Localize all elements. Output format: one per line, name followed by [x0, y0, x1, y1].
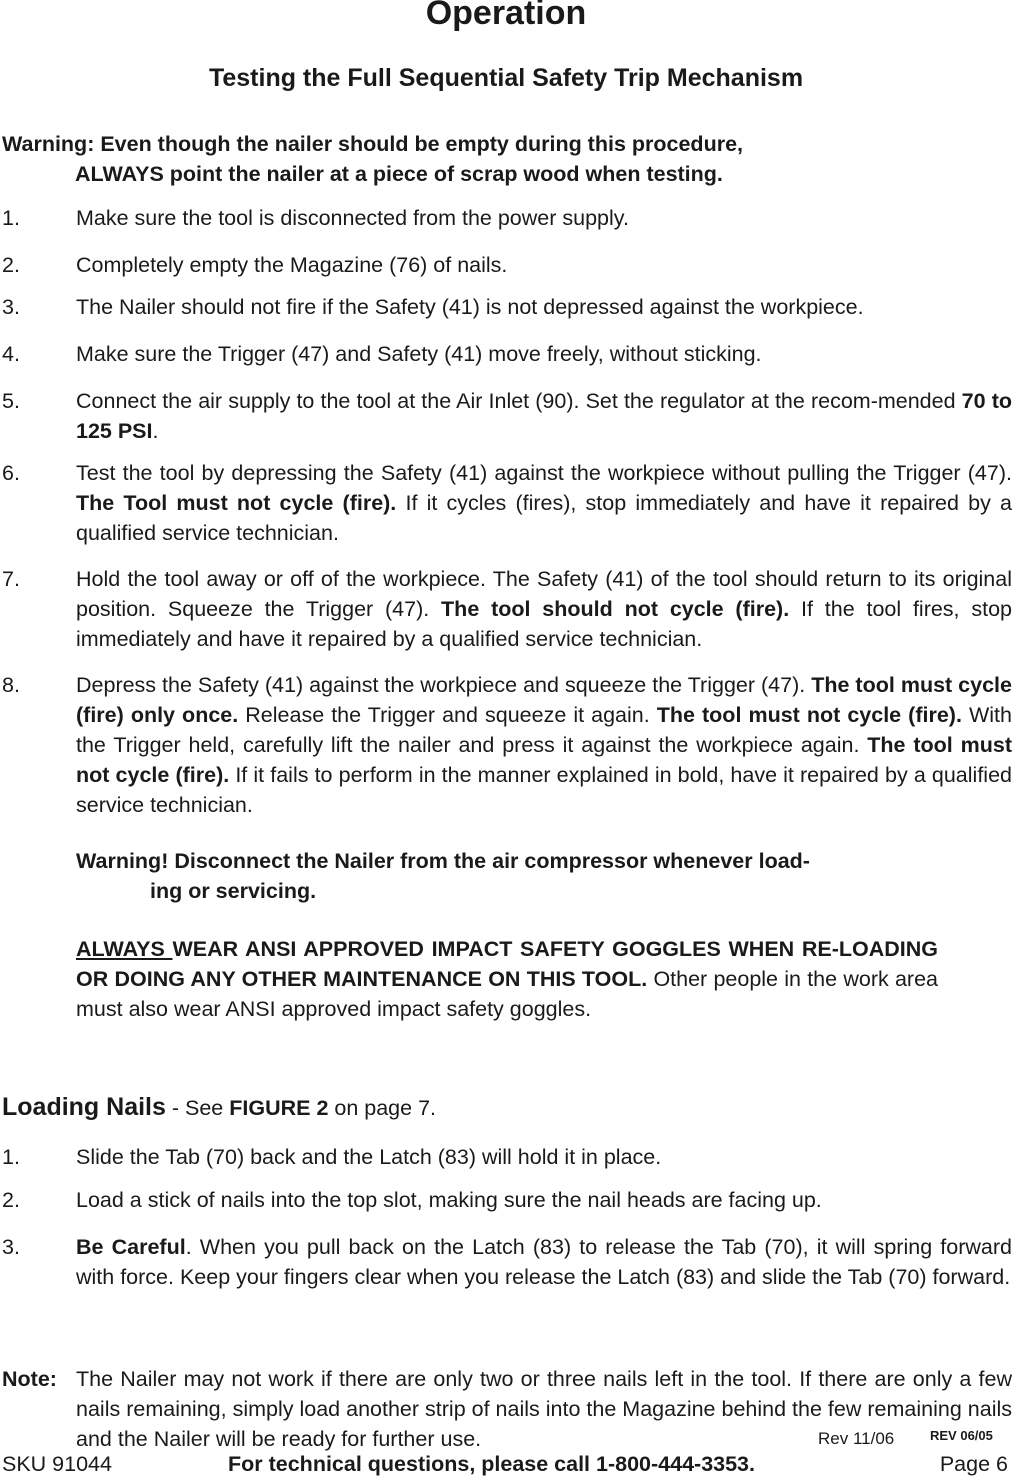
page-title: Operation	[425, 0, 587, 32]
page-footer	[0, 1452, 1012, 1482]
revision-date: Rev 11/06	[818, 1429, 895, 1448]
step-emphasis: The tool should not cycle (fire).	[441, 597, 790, 621]
always-underlined: ALWAYS	[76, 937, 173, 961]
tech-support-line: For technical questions, please call 1-800-444-3353.	[228, 1452, 755, 1476]
step-text: Load a stick of nails into the top slot, making sure the nail heads are facing up.	[76, 1188, 822, 1212]
step-text: Slide the Tab (70) back and the Latch (83) will hold it in place.	[76, 1145, 662, 1169]
be-careful: Be Careful	[76, 1235, 186, 1259]
step-text	[76, 1232, 1012, 1292]
step-text: Completely empty the Magazine (76) of nails.	[76, 253, 508, 277]
step-text-part: With the Trigger held, carefully lift the nailer and press it against the workpiece again.	[76, 703, 1012, 757]
step-number: 3.	[2, 295, 20, 319]
warning-line-1: Warning: Even though the nailer should be empty during this procedure,	[2, 132, 743, 156]
section-subtitle: Testing the Full Sequential Safety Trip Mechanism	[208, 64, 804, 92]
step-number: 1.	[2, 206, 20, 230]
note-text: The Nailer may not work if there are only two or three nails left in the tool. If there are only a few nails remaining, simply load another strip of nails into the Magazine behind the few remaining nails and the Nailer will be ready for further use.	[76, 1367, 1012, 1451]
note-label: Note:	[2, 1367, 57, 1391]
step-text: Make sure the tool is disconnected from the power supply.	[76, 206, 629, 230]
step-number: 2.	[2, 1188, 20, 1212]
loading-title: Loading Nails	[2, 1093, 166, 1121]
step-text-part: . When you pull back on the Latch (83) to release the Tab (70), it will spring forward with force. Keep your fingers clear when you release the Latch (83) and slide the Tab (70) forward.	[76, 1235, 1012, 1289]
warning-line-1: Warning! Disconnect the Nailer from the air compressor whenever load-	[76, 849, 810, 873]
step-number: 6.	[2, 461, 20, 485]
figure-reference: FIGURE 2	[229, 1096, 329, 1120]
see-prefix: - See	[165, 1096, 230, 1120]
step-number: 1.	[2, 1145, 20, 1169]
sku-number: SKU 91044	[2, 1452, 112, 1476]
step-number: 8.	[2, 673, 20, 697]
step-text-part: Depress the Safety (41) against the workpiece and squeeze the Trigger (47).	[76, 673, 812, 697]
warning-goggles	[76, 934, 938, 1024]
loading-nails-heading	[2, 1090, 436, 1125]
step-number: 3.	[2, 1235, 20, 1259]
step-emphasis: The Tool must not cycle (fire).	[76, 491, 397, 515]
step-text	[76, 670, 1012, 820]
step-text-part: If it cycles (fires), stop immediately and have it repaired by a qualified service technician.	[76, 491, 1012, 545]
psi-range: 70 to 125 PSI	[76, 389, 1012, 443]
step-text-part: Connect the air supply to the tool at the Air Inlet (90). Set the regulator at the recom-mended	[76, 389, 962, 413]
step-text-part: Release the Trigger and squeeze it again.	[238, 703, 657, 727]
step-text: The Nailer should not fire if the Safety (41) is not depressed against the workpiece.	[76, 295, 864, 319]
step-number: 4.	[2, 342, 20, 366]
step-text	[76, 386, 1012, 446]
step-emphasis: The tool must not cycle (fire).	[656, 703, 962, 727]
step-text-part: If it fails to perform in the manner explained in bold, have it repaired by a qualified service technician.	[76, 763, 1012, 817]
step-text: Make sure the Trigger (47) and Safety (41) move freely, without sticking.	[76, 342, 762, 366]
step-emphasis: The tool must cycle (fire) only once.	[76, 673, 1012, 727]
see-suffix: on page 7.	[328, 1096, 437, 1120]
step-emphasis: The tool must not cycle (fire).	[76, 733, 1012, 787]
step-number: 7.	[2, 567, 20, 591]
step-text-part: Hold the tool away or off of the workpiece. The Safety (41) of the tool should return to its original position. Squeeze the Trigger (47).	[76, 567, 1012, 621]
step-text	[76, 564, 1012, 654]
warning-line-2: ing or servicing.	[150, 879, 317, 903]
warning-empty-nailer	[2, 129, 902, 189]
step-text	[76, 458, 1012, 548]
page-number: Page 6	[939, 1452, 1008, 1476]
goggles-plain-text: Other people in the work area must also wear ANSI approved impact safety goggles.	[76, 967, 938, 1021]
step-text-part: Test the tool by depressing the Safety (41) against the workpiece without pulling the Trigger (47).	[76, 461, 1012, 485]
step-number: 5.	[2, 389, 20, 413]
goggles-bold-text: WEAR ANSI APPROVED IMPACT SAFETY GOGGLES WHEN RE-LOADING OR DOING ANY OTHER MAINTENANCE ON THIS TOOL.	[76, 937, 938, 991]
warning-line-2: ALWAYS point the nailer at a piece of scrap wood when testing.	[75, 162, 723, 186]
revision-code: REV 06/05	[930, 1428, 993, 1443]
step-text-part: If the tool fires, stop immediately and have it repaired by a qualified service technician.	[76, 597, 1012, 651]
step-number: 2.	[2, 253, 20, 277]
step-text-part: .	[152, 419, 159, 443]
warning-disconnect	[76, 846, 938, 906]
